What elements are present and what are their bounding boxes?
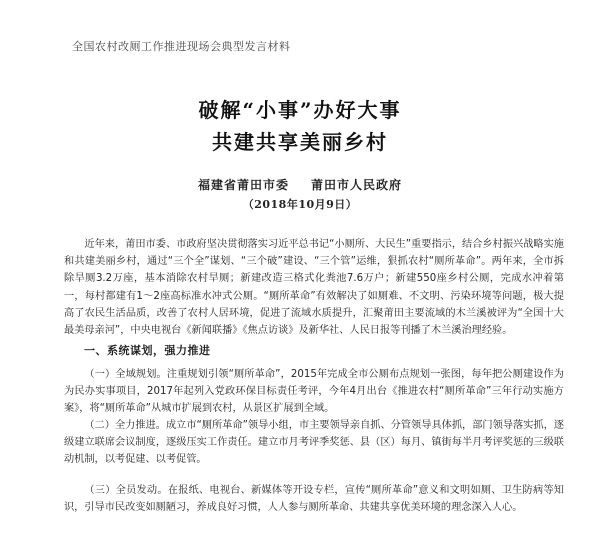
- body-paragraph-mobilization: （三）全员发动。在报纸、电视台、新媒体等开设专栏，宣传“厕所革命”意义和文明如厕、卫生防病等知识，引导市民改变如厕陋习，养成良好习惯，人人参与厕所革命、共建共享优美环境的理念深入人心。: [64, 485, 564, 514]
- body-paragraph-promotion: （二）全力推进。成立市“厕所革命”领导小组，市主要领导亲自抓、分管领导具体抓，部门领导落实抓，逐级建立联席会议制度，逐级压实工作责任。建立市月考评季奖惩、县（区）每月、镇街每半月考评奖惩的三级联动机制，以考促建、以考促管。: [64, 420, 564, 466]
- intro-paragraph: 近年来，莆田市委、市政府坚决贯彻落实习近平总书记“小厕所、大民生”重要指示，结合乡村振兴战略实施和共建美丽乡村，通过“三个全”谋划、“三个破”建设、“三个管”运维，狠抓农村“厕所革命”。两年来，全市拆除旱厕3.2万座，基本消除农村旱厕；新建改造三格式化粪池7.6万户；新建550座乡村公厕，完成水冲着第一，每村都建有1～2座高标准水冲式公厕。“厕所革命”有效解决了如厕难、不文明、污染环境等问题，极大提高了农民生活品质，改善了农村人居环境，促进了流域水质提升，汇聚莆田主要流域的木兰溪被评为“全国十大最美母亲河”，中央电视台《新闻联播》《焦点访谈》及新华社、人民日报等刊播了木兰溪治理经验。: [64, 239, 564, 337]
- article-authors: [0, 176, 600, 193]
- article-title-line1: 破解“小事”办好大事: [198, 98, 402, 122]
- article-date: （2018年10月9日）: [242, 198, 358, 211]
- author-city-government: 莆田市人民政府: [311, 178, 403, 192]
- section-heading: 一、系统谋划，强力推进: [84, 344, 211, 357]
- body-paragraph-planning: （一）全域规划。注重规划引领“厕所革命”，2015年完成全市公厕布点规划一张图，每年把公厕建设作为为民办实事项目，2017年起列入党政环保目标责任考评，今年4月出台《推进农村“厕所革命”三年行动实施方案》，将“厕所革命”从城市扩展到农村，从景区扩展到全域。: [64, 369, 564, 415]
- running-header: 全国农村改厕工作推进现场会典型发言材料: [72, 40, 291, 53]
- author-party-committee: 福建省莆田市委: [197, 178, 289, 192]
- article-title-line2: 共建共享美丽乡村: [212, 130, 388, 154]
